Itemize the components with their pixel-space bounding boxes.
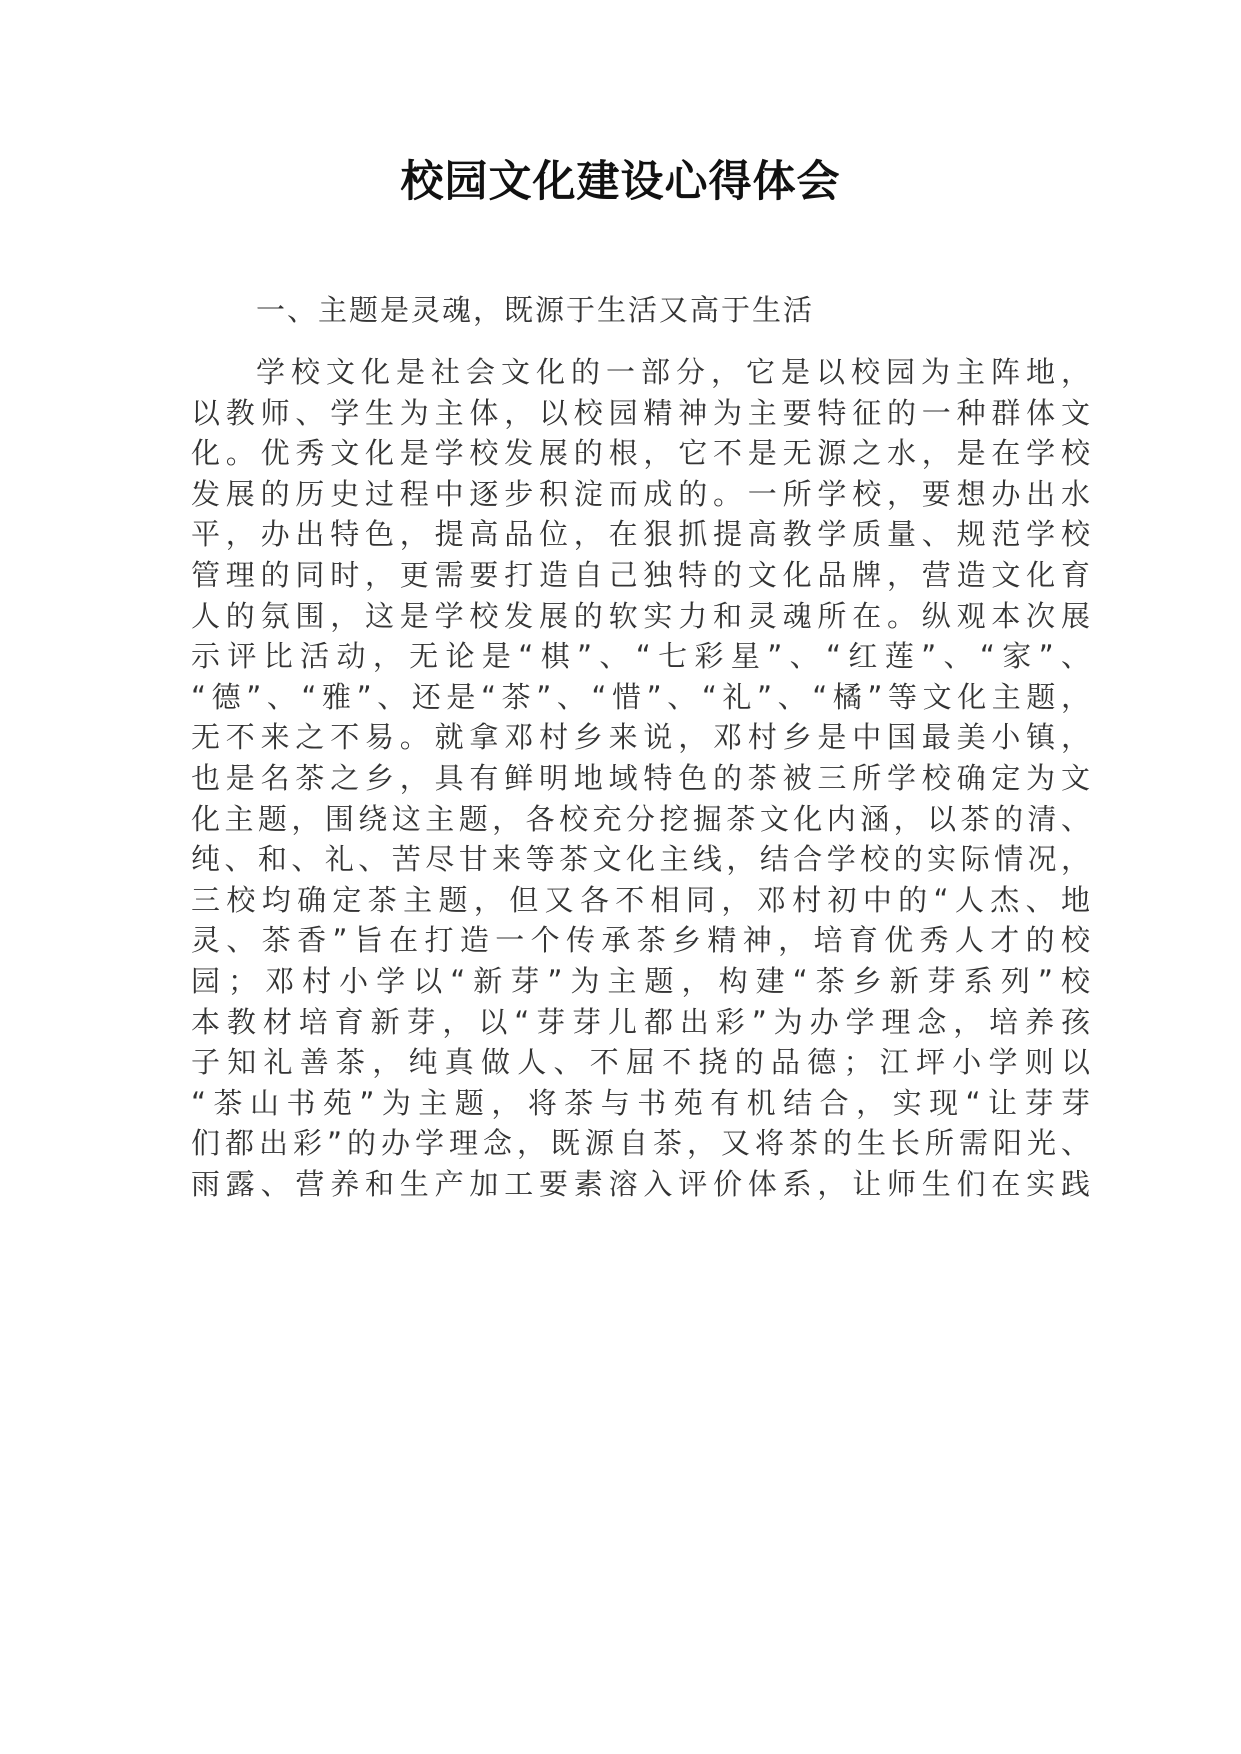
paragraph-line: 本教材培育新芽，以“芽芽儿都出彩”为办学理念，培养孩 [191, 1004, 1091, 1039]
paragraph-line: 化。优秀文化是学校发展的根，它不是无源之水，是在学校 [191, 436, 1091, 471]
paragraph-line: 雨露、营养和生产加工要素溶入评价体系，让师生们在实践 [191, 1166, 1091, 1201]
paragraph-line: 们都出彩”的办学理念，既源自茶，又将茶的生长所需阳光、 [191, 1126, 1091, 1161]
paragraph-line: 平，办出特色，提高品位，在狠抓提高教学质量、规范学校 [191, 517, 1091, 552]
paragraph-line: “德”、“雅”、还是“茶”、“惜”、“礼”、“橘”等文化主题， [191, 679, 1091, 714]
paragraph-line: “茶山书苑”为主题，将茶与书苑有机结合，实现“让芽芽 [191, 1085, 1091, 1120]
paragraph-line: 学校文化是社会文化的一部分，它是以校园为主阵地， [256, 355, 1091, 389]
paragraph-line: 人的氛围，这是学校发展的软实力和灵魂所在。纵观本次展 [191, 598, 1091, 633]
paragraph-line: 无不来之不易。就拿邓村乡来说，邓村乡是中国最美小镇， [191, 720, 1091, 755]
body-paragraph [191, 352, 1091, 1204]
paragraph-line: 管理的同时，更需要打造自己独特的文化品牌，营造文化育 [191, 557, 1091, 592]
paragraph-line: 化主题，围绕这主题，各校充分挖掘茶文化内涵，以茶的清、 [191, 801, 1091, 836]
paragraph-line: 子知礼善茶，纯真做人、不屈不挠的品德；江坪小学则以 [191, 1045, 1091, 1080]
paragraph-line: 也是名茶之乡，具有鲜明地域特色的茶被三所学校确定为文 [191, 760, 1091, 795]
document-title: 校园文化建设心得体会 [400, 157, 841, 207]
paragraph-line: 发展的历史过程中逐步积淀而成的。一所学校，要想办出水 [191, 476, 1091, 511]
paragraph-line: 灵、茶香”旨在打造一个传承茶乡精神，培育优秀人才的校 [191, 923, 1091, 958]
section-heading: 一、主题是灵魂，既源于生活又高于生活 [256, 293, 815, 327]
paragraph-line: 园；邓村小学以“新芽”为主题，构建“茶乡新芽系列”校 [191, 963, 1091, 998]
paragraph-line: 示评比活动，无论是“棋”、“七彩星”、“红莲”、“家”、 [191, 639, 1091, 674]
paragraph-line: 纯、和、礼、苦尽甘来等茶文化主线，结合学校的实际情况， [191, 842, 1091, 877]
paragraph-line: 三校均确定茶主题，但又各不相同，邓村初中的“人杰、地 [191, 882, 1091, 917]
paragraph-line: 以教师、学生为主体，以校园精神为主要特征的一种群体文 [191, 395, 1091, 430]
